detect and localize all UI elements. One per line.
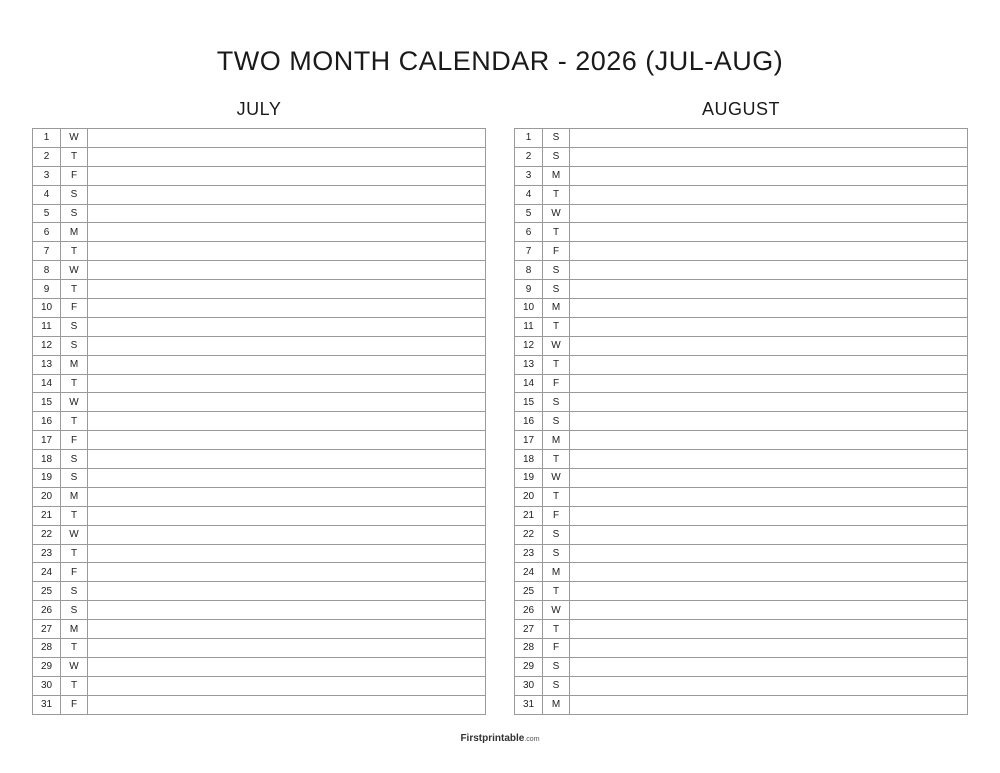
- day-row: [515, 374, 968, 393]
- day-number: 8: [515, 261, 543, 280]
- day-of-week: M: [543, 563, 570, 582]
- day-row: [515, 166, 968, 185]
- note-cell[interactable]: [88, 639, 486, 658]
- day-row: [33, 639, 486, 658]
- day-number: 9: [515, 280, 543, 299]
- day-number: 18: [515, 450, 543, 469]
- day-row: [515, 317, 968, 336]
- day-number: 18: [33, 450, 61, 469]
- day-row: [33, 166, 486, 185]
- note-cell[interactable]: [88, 431, 486, 450]
- day-number: 16: [515, 412, 543, 431]
- month-july: [32, 98, 486, 715]
- day-number: 6: [515, 223, 543, 242]
- day-row: [515, 299, 968, 318]
- day-row: [515, 393, 968, 412]
- day-number: 20: [33, 487, 61, 506]
- note-cell[interactable]: [570, 657, 968, 676]
- note-cell[interactable]: [88, 601, 486, 620]
- day-row: [33, 299, 486, 318]
- day-of-week: T: [61, 412, 88, 431]
- day-of-week: T: [61, 374, 88, 393]
- day-number: 19: [515, 469, 543, 488]
- day-number: 10: [33, 299, 61, 318]
- month-title: AUGUST: [701, 99, 780, 119]
- day-of-week: T: [61, 242, 88, 261]
- note-cell[interactable]: [88, 393, 486, 412]
- day-number: 25: [515, 582, 543, 601]
- note-cell[interactable]: [88, 695, 486, 714]
- day-row: [515, 582, 968, 601]
- day-row: [515, 431, 968, 450]
- day-of-week: W: [61, 657, 88, 676]
- day-number: 13: [33, 355, 61, 374]
- note-cell[interactable]: [88, 487, 486, 506]
- note-cell[interactable]: [570, 525, 968, 544]
- day-row: [33, 261, 486, 280]
- note-cell[interactable]: [88, 506, 486, 525]
- note-cell[interactable]: [88, 374, 486, 393]
- day-of-week: S: [61, 317, 88, 336]
- day-of-week: T: [543, 355, 570, 374]
- day-number: 2: [33, 147, 61, 166]
- day-row: [515, 280, 968, 299]
- note-cell[interactable]: [88, 204, 486, 223]
- day-row: [515, 261, 968, 280]
- day-of-week: T: [543, 185, 570, 204]
- day-number: 10: [515, 299, 543, 318]
- day-of-week: F: [61, 299, 88, 318]
- day-of-week: W: [543, 469, 570, 488]
- day-of-week: S: [61, 450, 88, 469]
- day-of-week: M: [543, 166, 570, 185]
- day-row: [33, 695, 486, 714]
- day-row: [33, 582, 486, 601]
- day-row: [33, 204, 486, 223]
- note-cell[interactable]: [570, 601, 968, 620]
- note-cell[interactable]: [570, 299, 968, 318]
- day-of-week: S: [543, 676, 570, 695]
- day-row: [33, 242, 486, 261]
- day-row: [515, 676, 968, 695]
- day-number: 14: [33, 374, 61, 393]
- note-cell[interactable]: [88, 582, 486, 601]
- day-row: [33, 431, 486, 450]
- day-row: [33, 393, 486, 412]
- day-of-week: M: [61, 487, 88, 506]
- note-cell[interactable]: [570, 261, 968, 280]
- day-of-week: F: [543, 242, 570, 261]
- day-of-week: F: [543, 506, 570, 525]
- day-number: 6: [33, 223, 61, 242]
- day-number: 16: [33, 412, 61, 431]
- day-row: [33, 412, 486, 431]
- day-number: 4: [33, 185, 61, 204]
- day-of-week: F: [543, 639, 570, 658]
- day-row: [33, 280, 486, 299]
- day-row: [515, 639, 968, 658]
- note-cell[interactable]: [570, 639, 968, 658]
- day-row: [515, 129, 968, 148]
- day-row: [33, 601, 486, 620]
- day-of-week: F: [61, 166, 88, 185]
- day-row: [515, 336, 968, 355]
- note-cell[interactable]: [570, 695, 968, 714]
- day-number: 1: [33, 129, 61, 148]
- day-number: 9: [33, 280, 61, 299]
- day-number: 24: [33, 563, 61, 582]
- day-number: 11: [33, 317, 61, 336]
- day-row: [515, 469, 968, 488]
- day-row: [515, 620, 968, 639]
- day-number: 24: [515, 563, 543, 582]
- day-number: 17: [33, 431, 61, 450]
- note-cell[interactable]: [570, 317, 968, 336]
- note-cell[interactable]: [88, 544, 486, 563]
- footer-domain: .com: [524, 736, 540, 743]
- day-of-week: T: [543, 223, 570, 242]
- note-cell[interactable]: [88, 525, 486, 544]
- note-cell[interactable]: [88, 129, 486, 148]
- note-cell[interactable]: [88, 450, 486, 469]
- month-august: [514, 98, 968, 715]
- day-row: [515, 185, 968, 204]
- day-number: 23: [515, 544, 543, 563]
- note-cell[interactable]: [88, 280, 486, 299]
- note-cell[interactable]: [570, 393, 968, 412]
- day-of-week: S: [543, 657, 570, 676]
- day-of-week: M: [543, 431, 570, 450]
- day-of-week: T: [61, 280, 88, 299]
- day-row: [515, 450, 968, 469]
- note-cell[interactable]: [88, 299, 486, 318]
- note-cell[interactable]: [570, 185, 968, 204]
- day-row: [33, 129, 486, 148]
- day-number: 31: [33, 695, 61, 714]
- day-row: [33, 487, 486, 506]
- day-row: [33, 506, 486, 525]
- day-number: 11: [515, 317, 543, 336]
- day-row: [33, 450, 486, 469]
- day-of-week: S: [543, 393, 570, 412]
- day-of-week: S: [543, 525, 570, 544]
- note-cell[interactable]: [570, 582, 968, 601]
- day-number: 27: [33, 620, 61, 639]
- note-cell[interactable]: [570, 355, 968, 374]
- day-number: 15: [515, 393, 543, 412]
- day-number: 17: [515, 431, 543, 450]
- note-cell[interactable]: [88, 242, 486, 261]
- day-table: [32, 128, 486, 715]
- day-of-week: S: [543, 412, 570, 431]
- day-of-week: T: [543, 582, 570, 601]
- day-row: [515, 223, 968, 242]
- day-number: 19: [33, 469, 61, 488]
- note-cell[interactable]: [570, 242, 968, 261]
- day-row: [33, 374, 486, 393]
- day-number: 31: [515, 695, 543, 714]
- note-cell[interactable]: [570, 129, 968, 148]
- day-number: 25: [33, 582, 61, 601]
- day-of-week: S: [543, 147, 570, 166]
- day-row: [515, 355, 968, 374]
- day-row: [33, 657, 486, 676]
- day-of-week: M: [61, 620, 88, 639]
- note-cell[interactable]: [570, 280, 968, 299]
- day-of-week: S: [61, 582, 88, 601]
- day-table: [514, 128, 968, 715]
- day-number: 1: [515, 129, 543, 148]
- day-of-week: T: [61, 544, 88, 563]
- day-of-week: T: [543, 487, 570, 506]
- day-of-week: S: [61, 336, 88, 355]
- note-cell[interactable]: [570, 544, 968, 563]
- day-number: 30: [33, 676, 61, 695]
- note-cell[interactable]: [88, 317, 486, 336]
- day-of-week: F: [543, 374, 570, 393]
- day-number: 22: [515, 525, 543, 544]
- note-cell[interactable]: [570, 506, 968, 525]
- day-row: [515, 601, 968, 620]
- day-row: [33, 317, 486, 336]
- note-cell[interactable]: [570, 431, 968, 450]
- day-row: [515, 695, 968, 714]
- day-row: [33, 544, 486, 563]
- day-of-week: S: [61, 185, 88, 204]
- day-of-week: M: [61, 223, 88, 242]
- note-cell[interactable]: [88, 412, 486, 431]
- day-row: [33, 469, 486, 488]
- note-cell[interactable]: [88, 563, 486, 582]
- note-cell[interactable]: [570, 223, 968, 242]
- day-row: [515, 506, 968, 525]
- day-number: 5: [515, 204, 543, 223]
- day-of-week: T: [543, 317, 570, 336]
- note-cell[interactable]: [570, 147, 968, 166]
- day-number: 21: [33, 506, 61, 525]
- day-row: [515, 657, 968, 676]
- day-of-week: M: [543, 695, 570, 714]
- day-number: 22: [33, 525, 61, 544]
- footer-credit: [0, 733, 1000, 744]
- day-number: 26: [515, 601, 543, 620]
- day-row: [515, 563, 968, 582]
- day-number: 26: [33, 601, 61, 620]
- note-cell[interactable]: [570, 336, 968, 355]
- day-row: [33, 185, 486, 204]
- day-of-week: W: [61, 129, 88, 148]
- day-row: [33, 525, 486, 544]
- day-row: [33, 147, 486, 166]
- day-row: [33, 355, 486, 374]
- day-number: 2: [515, 147, 543, 166]
- day-row: [33, 336, 486, 355]
- day-of-week: S: [543, 544, 570, 563]
- day-of-week: W: [543, 336, 570, 355]
- day-number: 3: [515, 166, 543, 185]
- note-cell[interactable]: [570, 563, 968, 582]
- day-of-week: T: [61, 506, 88, 525]
- note-cell[interactable]: [88, 185, 486, 204]
- day-of-week: T: [61, 147, 88, 166]
- day-number: 3: [33, 166, 61, 185]
- day-row: [515, 544, 968, 563]
- day-of-week: F: [61, 695, 88, 714]
- note-cell[interactable]: [88, 223, 486, 242]
- day-number: 15: [33, 393, 61, 412]
- note-cell[interactable]: [88, 657, 486, 676]
- day-number: 7: [515, 242, 543, 261]
- day-row: [33, 676, 486, 695]
- note-cell[interactable]: [570, 620, 968, 639]
- day-number: 4: [515, 185, 543, 204]
- note-cell[interactable]: [570, 412, 968, 431]
- day-number: 8: [33, 261, 61, 280]
- note-cell[interactable]: [570, 374, 968, 393]
- day-of-week: W: [543, 204, 570, 223]
- day-row: [515, 487, 968, 506]
- day-number: 20: [515, 487, 543, 506]
- month-title: JULY: [236, 99, 282, 119]
- note-cell[interactable]: [88, 147, 486, 166]
- day-of-week: T: [543, 620, 570, 639]
- day-number: 29: [33, 657, 61, 676]
- note-cell[interactable]: [570, 450, 968, 469]
- day-number: 7: [33, 242, 61, 261]
- day-number: 28: [33, 639, 61, 658]
- day-of-week: W: [61, 261, 88, 280]
- note-cell[interactable]: [88, 336, 486, 355]
- day-number: 12: [515, 336, 543, 355]
- day-of-week: F: [61, 431, 88, 450]
- note-cell[interactable]: [88, 261, 486, 280]
- day-number: 21: [515, 506, 543, 525]
- note-cell[interactable]: [570, 469, 968, 488]
- day-of-week: M: [61, 355, 88, 374]
- day-row: [33, 620, 486, 639]
- day-of-week: F: [61, 563, 88, 582]
- note-cell[interactable]: [570, 204, 968, 223]
- day-row: [33, 563, 486, 582]
- day-of-week: W: [61, 525, 88, 544]
- day-of-week: T: [61, 639, 88, 658]
- day-row: [515, 525, 968, 544]
- day-of-week: S: [61, 469, 88, 488]
- note-cell[interactable]: [88, 355, 486, 374]
- day-number: 27: [515, 620, 543, 639]
- note-cell[interactable]: [88, 469, 486, 488]
- day-number: 23: [33, 544, 61, 563]
- day-number: 5: [33, 204, 61, 223]
- note-cell[interactable]: [570, 166, 968, 185]
- note-cell[interactable]: [570, 676, 968, 695]
- footer-brand: Firstprintable: [460, 733, 525, 744]
- day-row: [515, 242, 968, 261]
- day-of-week: S: [61, 204, 88, 223]
- day-of-week: S: [543, 280, 570, 299]
- note-cell[interactable]: [88, 676, 486, 695]
- day-number: 13: [515, 355, 543, 374]
- day-row: [515, 412, 968, 431]
- day-row: [515, 147, 968, 166]
- day-row: [515, 204, 968, 223]
- day-number: 14: [515, 374, 543, 393]
- day-number: 28: [515, 639, 543, 658]
- day-of-week: S: [543, 129, 570, 148]
- note-cell[interactable]: [88, 620, 486, 639]
- day-row: [33, 223, 486, 242]
- day-number: 30: [515, 676, 543, 695]
- day-number: 12: [33, 336, 61, 355]
- day-of-week: T: [543, 450, 570, 469]
- day-of-week: S: [543, 261, 570, 280]
- note-cell[interactable]: [570, 487, 968, 506]
- day-of-week: W: [61, 393, 88, 412]
- day-of-week: M: [543, 299, 570, 318]
- note-cell[interactable]: [88, 166, 486, 185]
- day-of-week: S: [61, 601, 88, 620]
- day-of-week: W: [543, 601, 570, 620]
- page-title: TWO MONTH CALENDAR - 2026 (JUL-AUG): [216, 46, 784, 76]
- day-number: 29: [515, 657, 543, 676]
- day-of-week: T: [61, 676, 88, 695]
